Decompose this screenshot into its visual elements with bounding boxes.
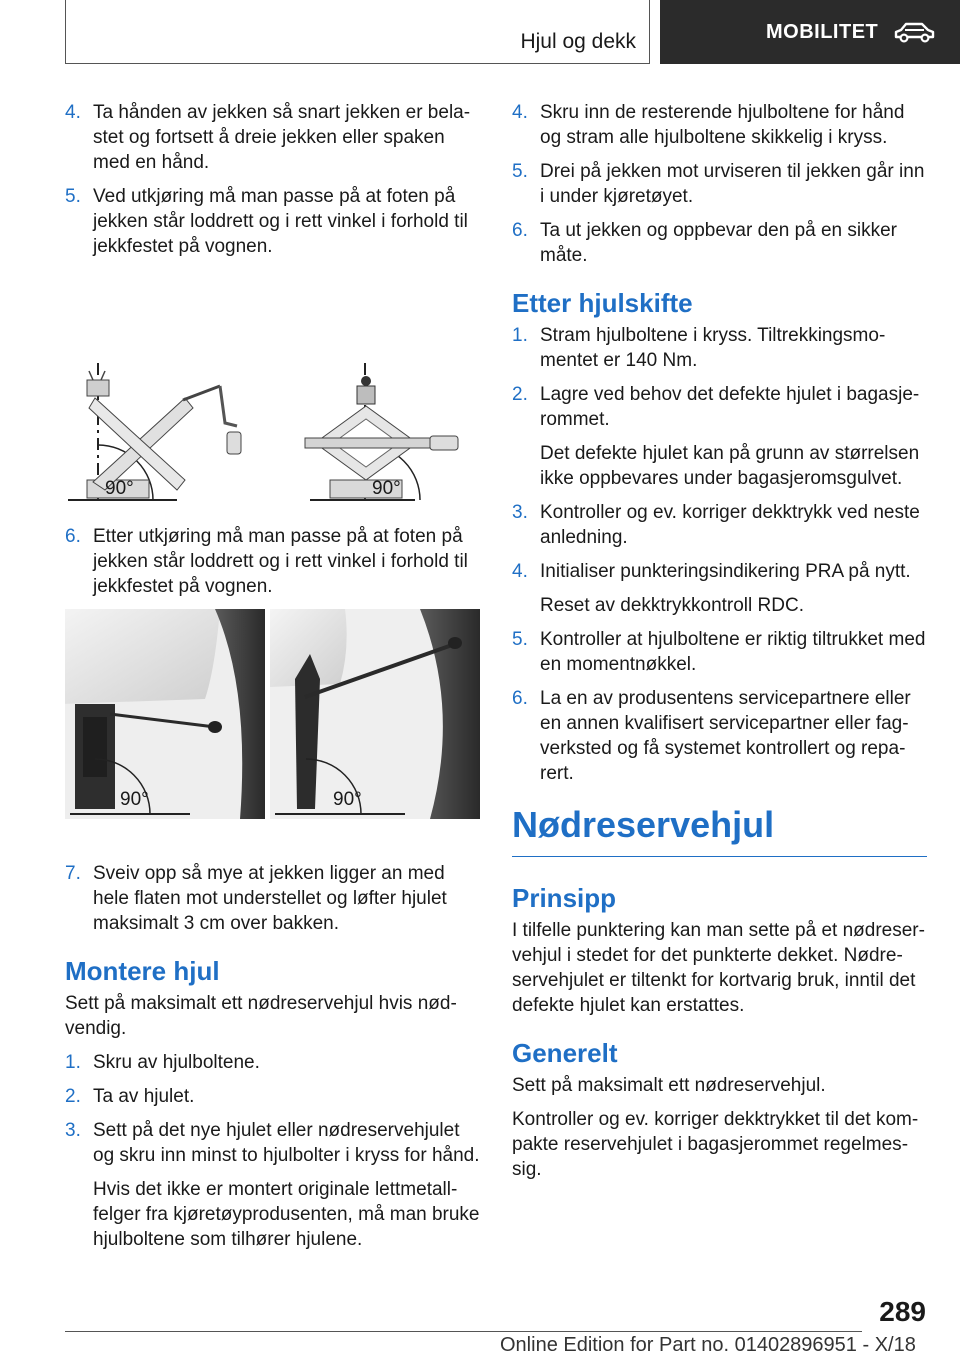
step-number: 5. — [512, 629, 528, 650]
jack-side-view — [68, 363, 241, 500]
step-text: Initialiser punkteringsindikering PRA på nytt. — [540, 561, 911, 582]
header-rule-left — [65, 0, 66, 64]
step-number: 2. — [65, 1086, 81, 1107]
step-number: 1. — [65, 1052, 81, 1073]
step-4-right — [512, 100, 927, 150]
angle-label-left: 90° — [120, 789, 149, 810]
step-number: 4. — [512, 102, 528, 123]
etter-note-4: Reset av dekktrykkontroll RDC. — [540, 595, 804, 616]
etter-step-2 — [512, 382, 927, 432]
step-number: 7. — [65, 863, 81, 884]
step-number: 1. — [512, 325, 528, 346]
chapter-tab-label: MOBILITET — [766, 20, 879, 43]
etter-step-3 — [512, 500, 927, 550]
step-text: Lagre ved behov det defekte hjulet i bagasjerommet. — [540, 384, 920, 430]
generelt-text-1: Sett på maksimalt ett nødreservehjul. — [512, 1075, 826, 1096]
montere-step-2 — [65, 1084, 480, 1109]
step-number: 5. — [65, 186, 81, 207]
prinsipp-text: I tilfelle punktering kan man sette på et nødreservehjul i stedet for det punkterte dekket. Nødreservehjulet er tiltenkt for kortvarig bruk, inntil det defekte hjulet kan erstattes. — [512, 920, 925, 1016]
step-text: Skru inn de resterende hjulboltene for hånd og stram alle hjulboltene skikkelig i kryss. — [540, 102, 905, 148]
photo-left — [65, 609, 265, 819]
heading-nodreservehjul: Nødreservehjul — [512, 804, 927, 857]
photo-right — [270, 609, 480, 819]
step-5 — [65, 184, 480, 259]
heading-prinsipp: Prinsipp — [512, 883, 617, 913]
heading-montere-hjul: Montere hjul — [65, 956, 220, 986]
step-number: 3. — [65, 1120, 81, 1141]
left-column — [65, 100, 480, 1261]
step-text: Ved utkjøring må man passe på at foten på jekken står loddrett og i rett vinkel i forhold til jekkfestet på vognen. — [93, 186, 468, 257]
etter-step-4 — [512, 559, 927, 584]
car-icon — [892, 20, 936, 44]
etter-step-5 — [512, 627, 927, 677]
jack-under-vehicle-figure — [65, 609, 480, 849]
footer-edition: Online Edition for Part no. 01402896951 - X/18 — [500, 1334, 916, 1356]
step-7 — [65, 861, 480, 936]
etter-note-2: Det defekte hjulet kan på grunn av størrelsen ikke oppbevares under bagasjeromsgulvet. — [540, 443, 920, 489]
montere-step-1 — [65, 1050, 480, 1075]
step-text: Etter utkjøring må man passe på at foten på jekken står loddrett og i rett vinkel i forhold til jekkfestet på vognen. — [93, 526, 468, 597]
angle-label-left: 90° — [105, 478, 134, 499]
montere-step-3 — [65, 1118, 480, 1168]
step-6 — [65, 524, 480, 599]
step-5-right — [512, 159, 927, 209]
jack-front-view — [305, 363, 458, 500]
step-number: 4. — [65, 102, 81, 123]
step-text: Kontroller og ev. korriger dekktrykk ved neste anledning. — [540, 502, 920, 548]
step-number: 6. — [512, 220, 528, 241]
step-text: Ta ut jekken og oppbevar den på en sikker måte. — [540, 220, 898, 266]
step-number: 6. — [512, 688, 528, 709]
footer-rule — [65, 1331, 862, 1332]
step-text: Ta hånden av jekken så snart jekken er belastet og fortsett å dreie jekken eller spaken med en hånd. — [93, 102, 471, 173]
generelt-text-2: Kontroller og ev. korriger dekktrykket til det kompakte reservehjulet i bagasjerommet regelmessig. — [512, 1109, 919, 1180]
step-number: 4. — [512, 561, 528, 582]
step-text: Skru av hjulboltene. — [93, 1052, 260, 1073]
header-rule-bottom — [65, 63, 650, 64]
step-text: Stram hjulboltene i kryss. Tiltrekkingsmomentet er 140 Nm. — [540, 325, 886, 371]
header-chapter-tab[interactable] — [660, 0, 960, 64]
step-text: Drei på jekken mot urviseren til jekken går inn i under kjøretøyet. — [540, 161, 925, 207]
right-column — [512, 100, 927, 1191]
header-section-title: Hjul og dekk — [520, 30, 636, 53]
heading-generelt: Generelt — [512, 1038, 618, 1068]
step-number: 2. — [512, 384, 528, 405]
step-text: Ta av hjulet. — [93, 1086, 195, 1107]
etter-step-6 — [512, 686, 927, 786]
step-6-right — [512, 218, 927, 268]
step-4 — [65, 100, 480, 175]
montere-intro: Sett på maksimalt ett nødreservehjul hvis nødvendig. — [65, 993, 457, 1039]
step-text: Sveiv opp så mye at jekken ligger an med hele flaten mot understellet og løfter hjulet maksimalt 3 cm over bakken. — [93, 863, 447, 934]
step-number: 6. — [65, 526, 81, 547]
step-number: 5. — [512, 161, 528, 182]
step-text: La en av produsentens servicepartnere eller en annen kvalifisert servicepartner eller fagverksted og få systemet kontrollert og reparert. — [540, 688, 911, 784]
step-number: 3. — [512, 502, 528, 523]
scissor-jack-illustration — [65, 268, 480, 518]
page-number: 289 — [879, 1296, 926, 1327]
etter-step-1 — [512, 323, 927, 373]
header-rule-right — [649, 0, 650, 64]
angle-label-right: 90° — [333, 789, 362, 810]
step-text: Sett på det nye hjulet eller nødreservehjulet og skru inn minst to hjulbolter i kryss for hånd. — [93, 1120, 480, 1166]
montere-note: Hvis det ikke er montert originale lettmetallfelger fra kjøretøyprodusenten, må man bruke hjulboltene som tilhører hjulene. — [93, 1179, 480, 1250]
heading-etter-hjulskifte: Etter hjulskifte — [512, 288, 693, 318]
jack-photo-illustration — [65, 609, 480, 849]
step-text: Kontroller at hjulboltene er riktig tiltrukket med en momentnøkkel. — [540, 629, 926, 675]
angle-label-right: 90° — [372, 478, 401, 499]
scissor-jack-figure — [65, 268, 480, 518]
